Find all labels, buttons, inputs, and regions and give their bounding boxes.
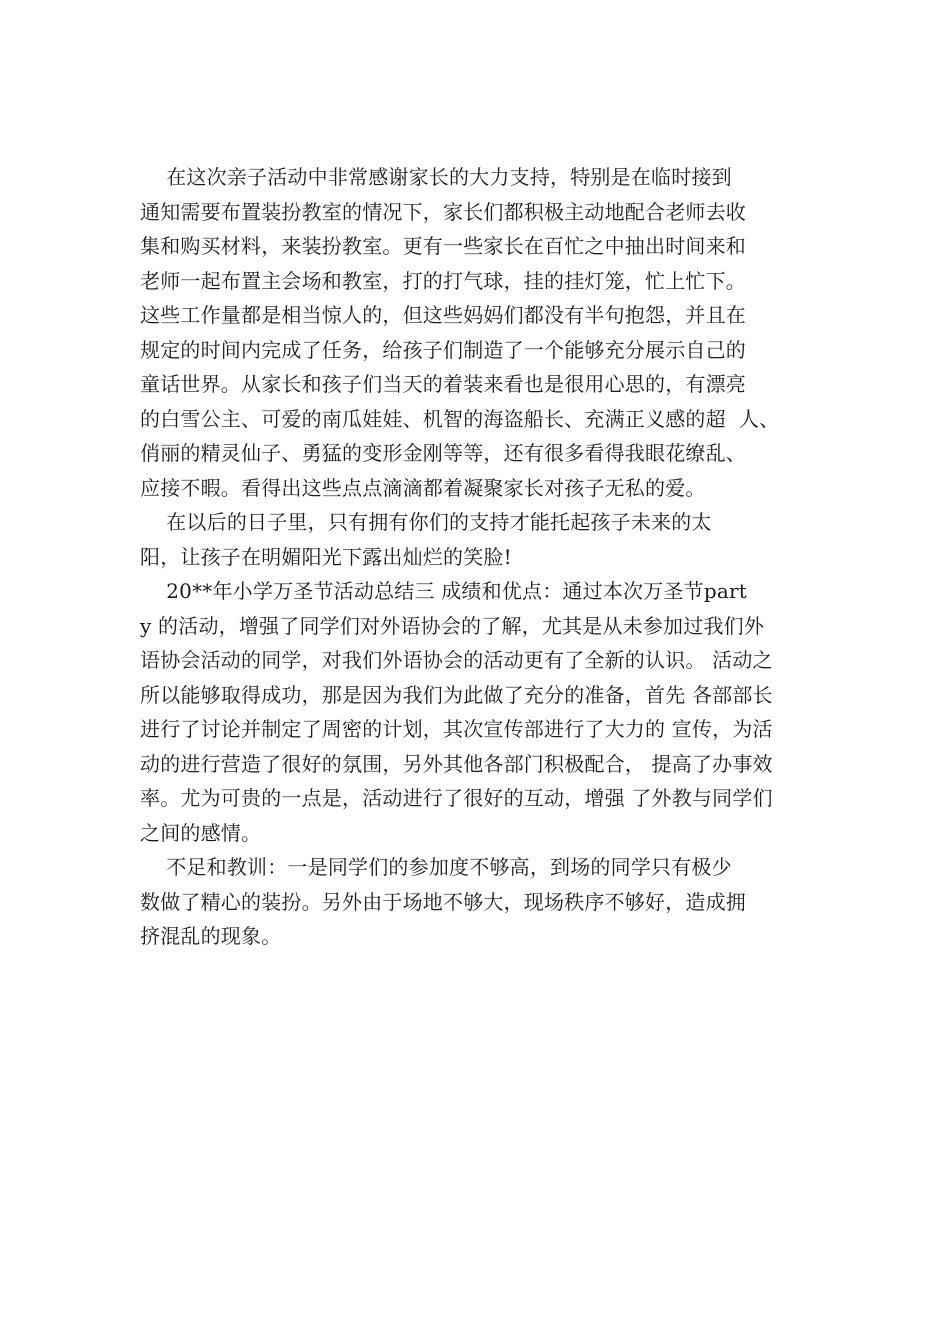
paragraph-line: 20**年小学万圣节活动总结三 成绩和优点：通过本次万圣节part bbox=[140, 579, 747, 603]
paragraph-line: 这些工作量都是相当惊人的，但这些妈妈们都没有半句抱怨，并且在 bbox=[140, 303, 746, 327]
paragraph-halloween-summary bbox=[140, 574, 820, 850]
paragraph-line: 所以能够取得成功，那是因为我们为此做了充分的准备，首先 各部部长 bbox=[140, 682, 773, 707]
paragraph-line: 阳，让孩子在明媚阳光下露出灿烂的笑脸! bbox=[140, 544, 512, 569]
paragraph-line: 童话世界。从家长和孩子们当天的着装来看也是很用心思的，有漂亮 bbox=[140, 372, 746, 396]
paragraph-line: 的白雪公主、可爱的南瓜娃娃、机智的海盗船长、充满正义感的超 人、 bbox=[140, 406, 780, 431]
document-body bbox=[140, 160, 820, 954]
paragraph-line: 挤混乱的现象。 bbox=[140, 924, 282, 948]
paragraph-line: 数做了精心的装扮。另外由于场地不够大，现场秩序不够好，造成拥 bbox=[140, 889, 746, 914]
paragraph-shortcomings bbox=[140, 850, 820, 954]
paragraph-line: 动的进行营造了很好的氛围，另外其他各部门积极配合， 提高了办事效 bbox=[140, 751, 773, 776]
paragraph-line: 率。尤为可贵的一点是，活动进行了很好的互动，增强 了外教与同学们 bbox=[140, 786, 773, 810]
paragraph-line: 应接不暇。看得出这些点点滴滴都着凝聚家长对孩子无私的爱。 bbox=[140, 475, 706, 500]
paragraph-line: 通知需要布置装扮教室的情况下，家长们都积极主动地配合老师去收 bbox=[140, 199, 746, 224]
paragraph-line: 集和购买材料，来装扮教室。更有一些家长在百忙之中抽出时间来和 bbox=[140, 234, 746, 258]
paragraph-line: 规定的时间内完成了任务，给孩子们制造了一个能够充分展示自己的 bbox=[140, 337, 746, 362]
paragraph-line: 在这次亲子活动中非常感谢家长的大力支持，特别是在临时接到 bbox=[140, 165, 732, 189]
paragraph-line: 俏丽的精灵仙子、勇猛的变形金刚等等，还有很多看得我眼花缭乱、 bbox=[140, 441, 746, 465]
paragraph-future-support bbox=[140, 505, 820, 574]
paragraph-line: 之间的感情。 bbox=[140, 820, 262, 845]
paragraph-line: 在以后的日子里，只有拥有你们的支持才能托起孩子未来的太 bbox=[140, 510, 712, 534]
paragraph-line: 老师一起布置主会场和教室，打的打气球，挂的挂灯笼，忙上忙下。 bbox=[140, 268, 746, 293]
paragraph-line: 语协会活动的同学，对我们外语协会的活动更有了全新的认识。 活动之 bbox=[140, 648, 773, 672]
paragraph-line: 不足和教训：一是同学们的参加度不够高，到场的同学只有极少 bbox=[140, 855, 732, 879]
paragraph-line: 进行了讨论并制定了周密的计划，其次宣传部进行了大力的 宣传，为活 bbox=[140, 717, 773, 741]
paragraph-parent-thanks bbox=[140, 160, 820, 505]
paragraph-line: y 的活动，增强了同学们对外语协会的了解，尤其是从未参加过我们外 bbox=[140, 613, 765, 638]
